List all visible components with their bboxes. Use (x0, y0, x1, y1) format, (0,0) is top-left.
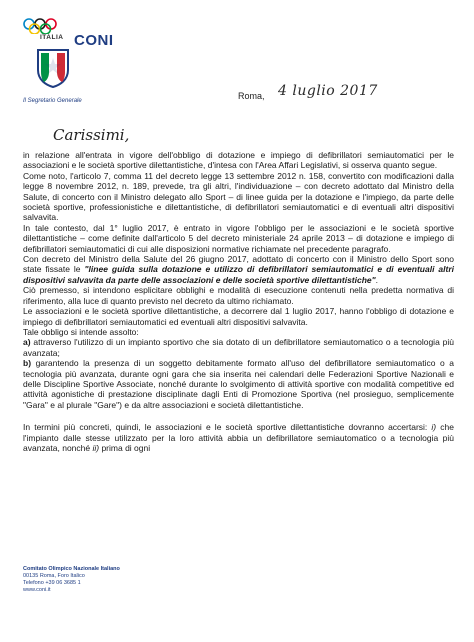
coni-shield-icon (36, 48, 70, 88)
footer-phone: Telefono +39 06 3685 1 (23, 580, 81, 586)
paragraph-intro: in relazione all'entrata in vigore dell'obbligo di dotazione e impiego di defibrillatori semiautomatici per le associazioni e le società sportive dilettantistiche, d'intesa con l'Area Affari Legislativi, si osserva quanto segue. (23, 150, 454, 171)
brand-name: CONI (74, 32, 114, 49)
list-item-b (23, 358, 454, 410)
paragraph-obligation: Le associazioni e le società sportive dilettantistiche, a decorrere dal 1 luglio 2017, hanno l'obbligo di dotazione e impiego di defibrillatori semiautomatici ed eventuali altri dispositivi salvavita. (23, 306, 454, 327)
list-item-b-key: b) (23, 358, 32, 369)
paragraph-decree (23, 254, 454, 285)
olympic-rings-icon (22, 18, 70, 34)
paragraph-decree-text: Con decreto del Ministro della Salute del 26 giugno 2017, adottato di concerto con il Ministro dello Sport sono state fissate le (23, 254, 454, 275)
letter-footer (23, 566, 120, 594)
paragraph-law-reference: Come noto, l'articolo 7, comma 11 del decreto legge 13 settembre 2012 n. 158, convertito con modificazioni dalla legge 8 novembre 2012, n. 189, prevede, tra gli altri, l'individuazione – con decreto adottato dal Ministro della Salute, di concerto con il Ministro delegato allo Sport – di linee guida per la dotazione e l'impiego, da parte delle società sportive, professionistiche e dilettantistiche, di defibrillatori semiautomatici e di eventuali altri dispositivi salvavita. (23, 170, 454, 223)
letter-body (23, 150, 454, 453)
sender-title: Il Segretario Generale (23, 98, 82, 104)
decree-quote: "linee guida sulla dotazione e utilizzo di defibrillatori semiautomatici e di eventuali altri dispositivi salvavita da parte delle associazioni e delle società sportive dilettantistiche" (23, 264, 454, 285)
list-item-a-key: a) (23, 337, 31, 348)
brand-country: ITALIA (40, 34, 64, 41)
list-item-a-text: attraverso l'utilizzo di un impianto sportivo che sia dotato di un defibrillatore semiautomatico o a tecnologia più avanzata; (23, 337, 454, 358)
footer-address: 00135 Roma, Foro Italico (23, 573, 85, 579)
marker-i: i) (431, 422, 437, 433)
letter-place: Roma, (238, 91, 265, 101)
coni-logo (20, 18, 140, 86)
marker-ii: ii) (92, 442, 100, 453)
paragraph-premise: Ciò premesso, si intendono esplicitare obblighi e modalità di esecuzione contenuti nella predetta normativa di riferimento, alla luce di quanto previsto nel decreto da ultimo richiamato. (23, 285, 454, 306)
paragraph-decree-end: . (375, 274, 379, 285)
paragraph-concrete-c: prima di ogni (99, 442, 151, 453)
list-item-a (23, 337, 454, 358)
paragraph-concrete-b: che l'impianto dalle stesse utilizzato per la loro attività abbia un defibrillatore semiautomatico o a tecnologia più avanzata, nonché (23, 422, 454, 453)
paragraph-gap (23, 410, 454, 422)
footer-web: www.coni.it (23, 587, 51, 593)
paragraph-context: In tale contesto, dal 1° luglio 2017, è entrato in vigore l'obbligo per le associazioni e le società sportive dilettantistiche – come definite dall'articolo 5 del decreto ministeriale 24 aprile 2013 – di dotazione e impiego di defibrillatori semiautomatici di cui alle disposizioni normative richiamate nel precedente paragrafo. (23, 222, 454, 254)
paragraph-concrete-a: In termini più concreti, quindi, le associazioni e le società sportive dilettantistiche dovranno accertarsi: (23, 422, 432, 433)
paragraph-concrete (23, 422, 454, 453)
list-item-b-text: garantendo la presenza di un soggetto debitamente formato all'uso del defibrillatore semiautomatico o a tecnologia più avanzata, durante ogni gara che sia inserita nei calendari delle Federazioni Sportive Nazionali e delle Discipline Sportive Associate, nonché durante lo svolgimento di attività sportive con modalità competitive ed attività agonistiche di prestazione disciplinate dagli Enti di Promozione Sportiva (nel prosieguo, semplicemente "Gara" e al plurale "Gare") e da altre associazioni e società dilettantistiche. (23, 358, 454, 410)
paragraph-fulfilled: Tale obbligo si intende assolto: (23, 326, 139, 337)
footer-org: Comitato Olimpico Nazionale Italiano (23, 566, 120, 572)
handwritten-salutation: Carissimi, (53, 126, 130, 144)
handwritten-date: 4 luglio 2017 (278, 83, 378, 99)
